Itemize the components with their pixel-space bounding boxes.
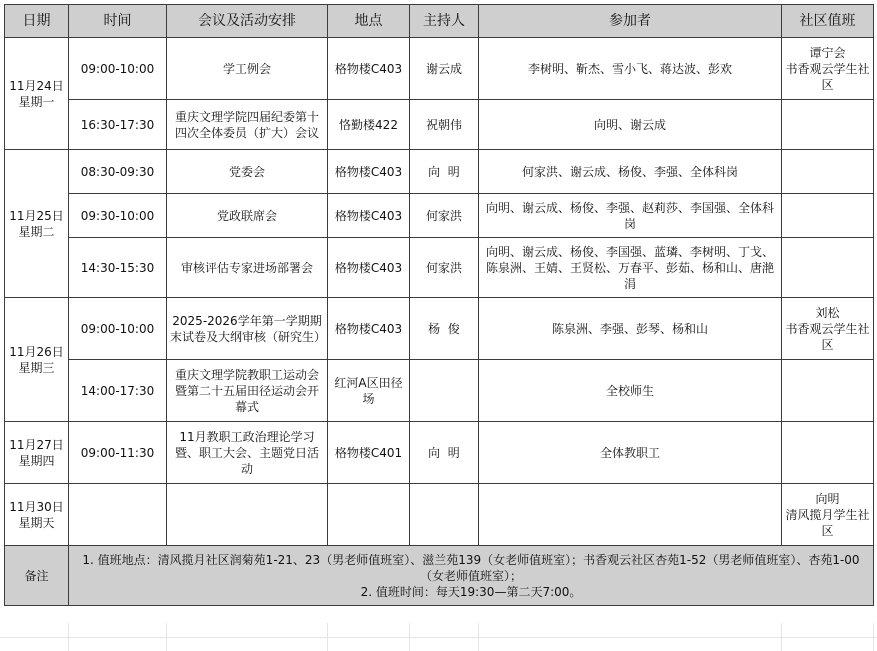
notes-cell: [69, 546, 874, 606]
table-row: [5, 100, 874, 150]
attendees-cell: 向明、谢云成、杨俊、李强、赵莉莎、李国强、全体科岗: [479, 194, 782, 238]
place-cell: 红河A区田径场: [328, 360, 410, 422]
duty-cell: [782, 238, 874, 298]
duty-cell: [782, 360, 874, 422]
attendees-cell: 向明、谢云成、杨俊、李国强、蓝璘、李树明、丁戈、陈泉洲、王婧、王贤松、万春平、彭茹、杨和山、唐滟涓: [479, 238, 782, 298]
header-duty: 社区值班: [782, 5, 874, 38]
duty-person: 谭宁会: [809, 45, 846, 60]
time-cell: 09:00-10:00: [69, 298, 167, 360]
place-cell: 格物楼C401: [328, 422, 410, 484]
event-cell: 重庆文理学院教职工运动会暨第二十五届田径运动会开幕式: [167, 360, 328, 422]
header-date: 日期: [5, 5, 69, 38]
host-cell: [410, 484, 479, 546]
place-cell: 格物楼C403: [328, 194, 410, 238]
attendees-cell: 向明、谢云成: [479, 100, 782, 150]
place-cell: 格物楼C403: [328, 238, 410, 298]
place-cell: 格物楼C403: [328, 298, 410, 360]
weekday-label: 星期四: [18, 453, 55, 468]
date-label: 11月27日: [9, 437, 64, 452]
table-row: [5, 484, 874, 546]
date-cell: [5, 484, 69, 546]
table-row: [5, 194, 874, 238]
attendees-cell: 何家洪、谢云成、杨俊、李强、全体科岗: [479, 150, 782, 194]
place-cell: 格物楼C403: [328, 150, 410, 194]
time-cell: [69, 484, 167, 546]
time-cell: 08:30-09:30: [69, 150, 167, 194]
host-cell: 向 明: [410, 150, 479, 194]
host-cell: 祝朝伟: [410, 100, 479, 150]
event-cell: 党委会: [167, 150, 328, 194]
header-host: 主持人: [410, 5, 479, 38]
attendees-cell: 全体教职工: [479, 422, 782, 484]
time-cell: 09:00-11:30: [69, 422, 167, 484]
event-cell: 党政联席会: [167, 194, 328, 238]
weekday-label: 星期三: [18, 360, 55, 375]
date-label: 11月25日: [9, 208, 64, 223]
duty-person: 向明: [815, 491, 840, 506]
time-cell: 14:00-17:30: [69, 360, 167, 422]
attendees-cell: 陈泉洲、李强、彭琴、杨和山: [479, 298, 782, 360]
attendees-cell: 全校师生: [479, 360, 782, 422]
header-time: 时间: [69, 5, 167, 38]
duty-cell: [782, 38, 874, 100]
event-cell: 重庆文理学院四届纪委第十四次全体委员（扩大）会议: [167, 100, 328, 150]
weekday-label: 星期一: [18, 94, 55, 109]
date-cell: [5, 298, 69, 422]
event-cell: 11月教职工政治理论学习暨、职工大会、主题党日活动: [167, 422, 328, 484]
duty-cell: [782, 298, 874, 360]
event-cell: 2025-2026学年第一学期期末试卷及大纲审核（研究生）: [167, 298, 328, 360]
duty-cell: [782, 150, 874, 194]
event-cell: [167, 484, 328, 546]
host-cell: 杨 俊: [410, 298, 479, 360]
host-cell: [410, 360, 479, 422]
date-cell: [5, 38, 69, 150]
note-line: 2. 值班时间：每天19:30—第二天7:00。: [360, 584, 582, 599]
header-event: 会议及活动安排: [167, 5, 328, 38]
time-cell: 16:30-17:30: [69, 100, 167, 150]
time-cell: 14:30-15:30: [69, 238, 167, 298]
duty-community: 清风揽月学生社区: [785, 507, 870, 538]
weekday-label: 星期天: [18, 515, 55, 530]
date-label: 11月30日: [9, 499, 64, 514]
header-place: 地点: [328, 5, 410, 38]
header-attendees: 参加者: [479, 5, 782, 38]
notes-label: 备注: [5, 546, 69, 606]
host-cell: 何家洪: [410, 238, 479, 298]
attendees-cell: [479, 484, 782, 546]
host-cell: 向 明: [410, 422, 479, 484]
time-cell: 09:00-10:00: [69, 38, 167, 100]
spreadsheet-gridlines: [0, 623, 877, 651]
table-row: [5, 150, 874, 194]
table-row: [5, 238, 874, 298]
duty-cell: [782, 100, 874, 150]
weekday-label: 星期二: [18, 224, 55, 239]
date-cell: [5, 422, 69, 484]
time-cell: 09:30-10:00: [69, 194, 167, 238]
event-cell: 审核评估专家进场部署会: [167, 238, 328, 298]
place-cell: 恪勤楼422: [328, 100, 410, 150]
duty-community: 书香观云学生社区: [785, 321, 870, 352]
notes-row: [5, 546, 874, 606]
event-cell: 学工例会: [167, 38, 328, 100]
schedule-table: [4, 4, 874, 606]
host-cell: 何家洪: [410, 194, 479, 238]
table-row: [5, 298, 874, 360]
host-cell: 谢云成: [410, 38, 479, 100]
date-cell: [5, 150, 69, 298]
place-cell: 格物楼C403: [328, 38, 410, 100]
table-row: [5, 422, 874, 484]
duty-cell: [782, 422, 874, 484]
place-cell: [328, 484, 410, 546]
duty-community: 书香观云学生社区: [785, 61, 870, 92]
attendees-cell: 李树明、靳杰、雪小飞、蒋达波、彭欢: [479, 38, 782, 100]
duty-person: 刘松: [815, 305, 840, 320]
duty-cell: [782, 194, 874, 238]
table-row: [5, 360, 874, 422]
duty-cell: [782, 484, 874, 546]
table-row: [5, 38, 874, 100]
date-label: 11月24日: [9, 78, 64, 93]
note-line: 1. 值班地点：清风揽月社区润菊苑1-21、23（男老师值班室）、滋兰苑139（女老师值班室）；书香观云社区杏苑1-52（男老师值班室）、杏苑1-00（女老师值班室）；: [82, 552, 860, 583]
date-label: 11月26日: [9, 344, 64, 359]
header-row: [5, 5, 874, 38]
